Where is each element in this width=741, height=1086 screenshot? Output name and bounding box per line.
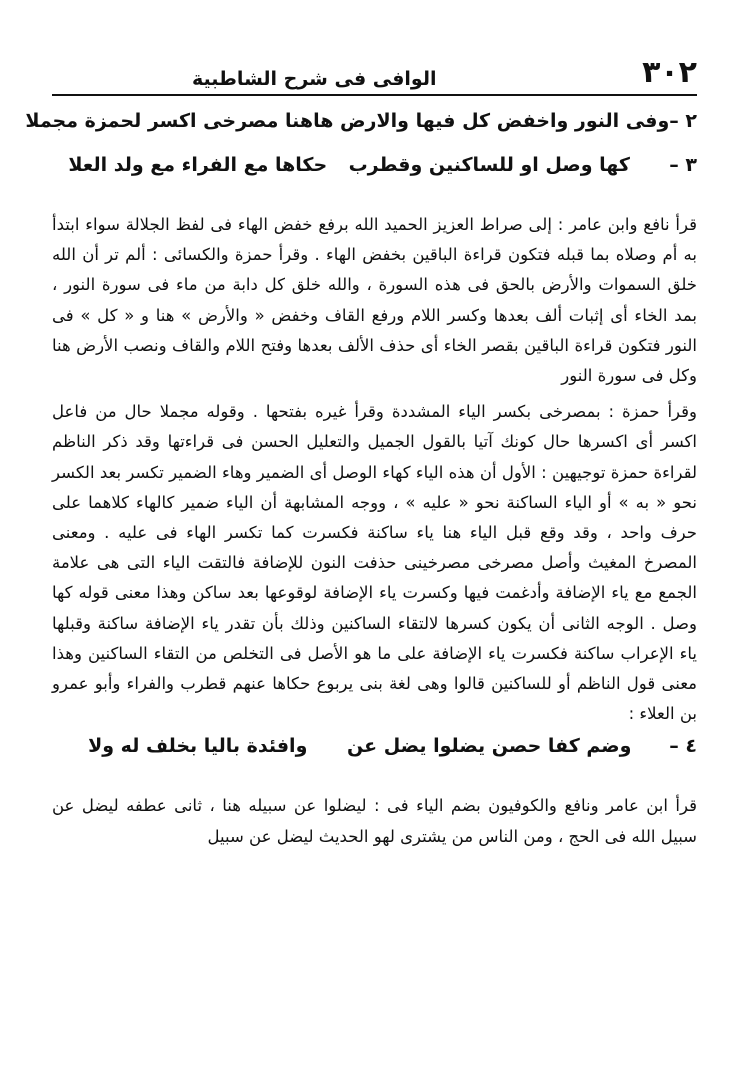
verse-first-hemistich: كها وصل او للساكنين وقطرب: [348, 154, 630, 176]
verse-line: [52, 154, 697, 198]
page-number: ٣٠٢: [642, 55, 697, 90]
commentary-paragraph: قرأ نافع وابن عامر : إلى صراط العزيز الحميد الله برفع خفض الهاء فى لفظ الجلالة سواء ابتدأ به أم وصلاه بما قبله فتكون قراءة الباقين بخفض الهاء . وقرأ حمزة والكسائى : ألم تر أن الله خلق السموات والأرض بالحق فى هذه السورة ، والله خلق كل دابة من ماء فى سورة النور ، بمد الخاء أى إثبات ألف بعدها وكسر اللام ورفع القاف وخفض « والأرض » هنا و « كل » فى النور فتكون قراءة الباقين بقصر الخاء أى حذف الألف بعدها وفتح اللام والقاف ونصب الأرض هنا وكل فى سورة النور: [52, 215, 697, 386]
commentary: [52, 210, 697, 729]
verse-number: ٢ –: [669, 110, 697, 132]
verse-second-hemistich: وافئدة باليا بخلف له ولا: [88, 735, 308, 758]
verse-line: [25, 110, 697, 154]
page-header: [52, 52, 697, 96]
commentary: [52, 791, 697, 851]
commentary-paragraph: قرأ ابن عامر ونافع والكوفيون بضم الياء فى : ليضلوا عن سبيله هنا ، ثانى عطفه ليضل عن سبيل الله فى الحج ، ومن الناس من يشترى لهو الحديث ليضل عن سبيل: [52, 796, 697, 846]
verse-number: ٤ –: [669, 735, 697, 758]
verse-line: [52, 735, 697, 779]
verse-second-hemistich: هنا مصرخى اكسر لحمزة مجملا: [25, 110, 314, 132]
commentary-paragraph: وقرأ حمزة : بمصرخى بكسر الياء المشددة وقرأ غيره بفتحها . وقوله مجملا حال من فاعل اكسر أى اكسرها حال كونك آتيا بالقول الجميل والتعليل الحسن فى قراءتها وقد ذكر الناظم لقراءة حمزة توجيهين : الأول أن هذه الياء كهاء الوصل أى الضمير وهاء الضمير تكسر بعد الكسر نحو « به » أو الياء الساكنة نحو « عليه » ، ووجه المشابهة أن الياء ضمير كالهاء كلاهما على حرف واحد ، وقد وقع قبل الياء هنا ياء ساكنة فكسرت كما تكسر الهاء فى عليه . ومعنى المصرخ المغيث وأصل مصرخى مصرخينى حذفت النون للإضافة فالتقت الياء التى هى علامة الجمع مع ياء الإضافة وأدغمت فيها وكسرت ياء الإضافة لوقوعها بعد ساكن وهذا معنى قوله كها وصل . الوجه الثانى أن يكون كسرها لالتقاء الساكنين وذلك بأن تقدر ياء الإضافة ساكنة وقبلها ياء الإعراب ساكنة فكسرت ياء الإضافة على ما هو الأصل فى التخلص من التقاء الساكنين وهذا معنى قول الناظم أو للساكنين قالوا وهى لغة بنى يربوع حكاها عنهم قطرب والفراء وأبو عمرو بن العلاء :: [52, 402, 697, 724]
verse-number: ٣ –: [669, 154, 697, 176]
running-title: الوافى فى شرح الشاطبية: [192, 68, 437, 90]
poem-verses: [25, 110, 697, 198]
verse-second-hemistich: حكاها مع الفراء مع ولد العلا: [68, 154, 328, 176]
verse-first-hemistich: وضم كفا حصن يضلوا يضل عن: [347, 735, 632, 758]
verse-first-hemistich: وفى النور واخفض كل فيها والارض ها: [313, 110, 670, 132]
